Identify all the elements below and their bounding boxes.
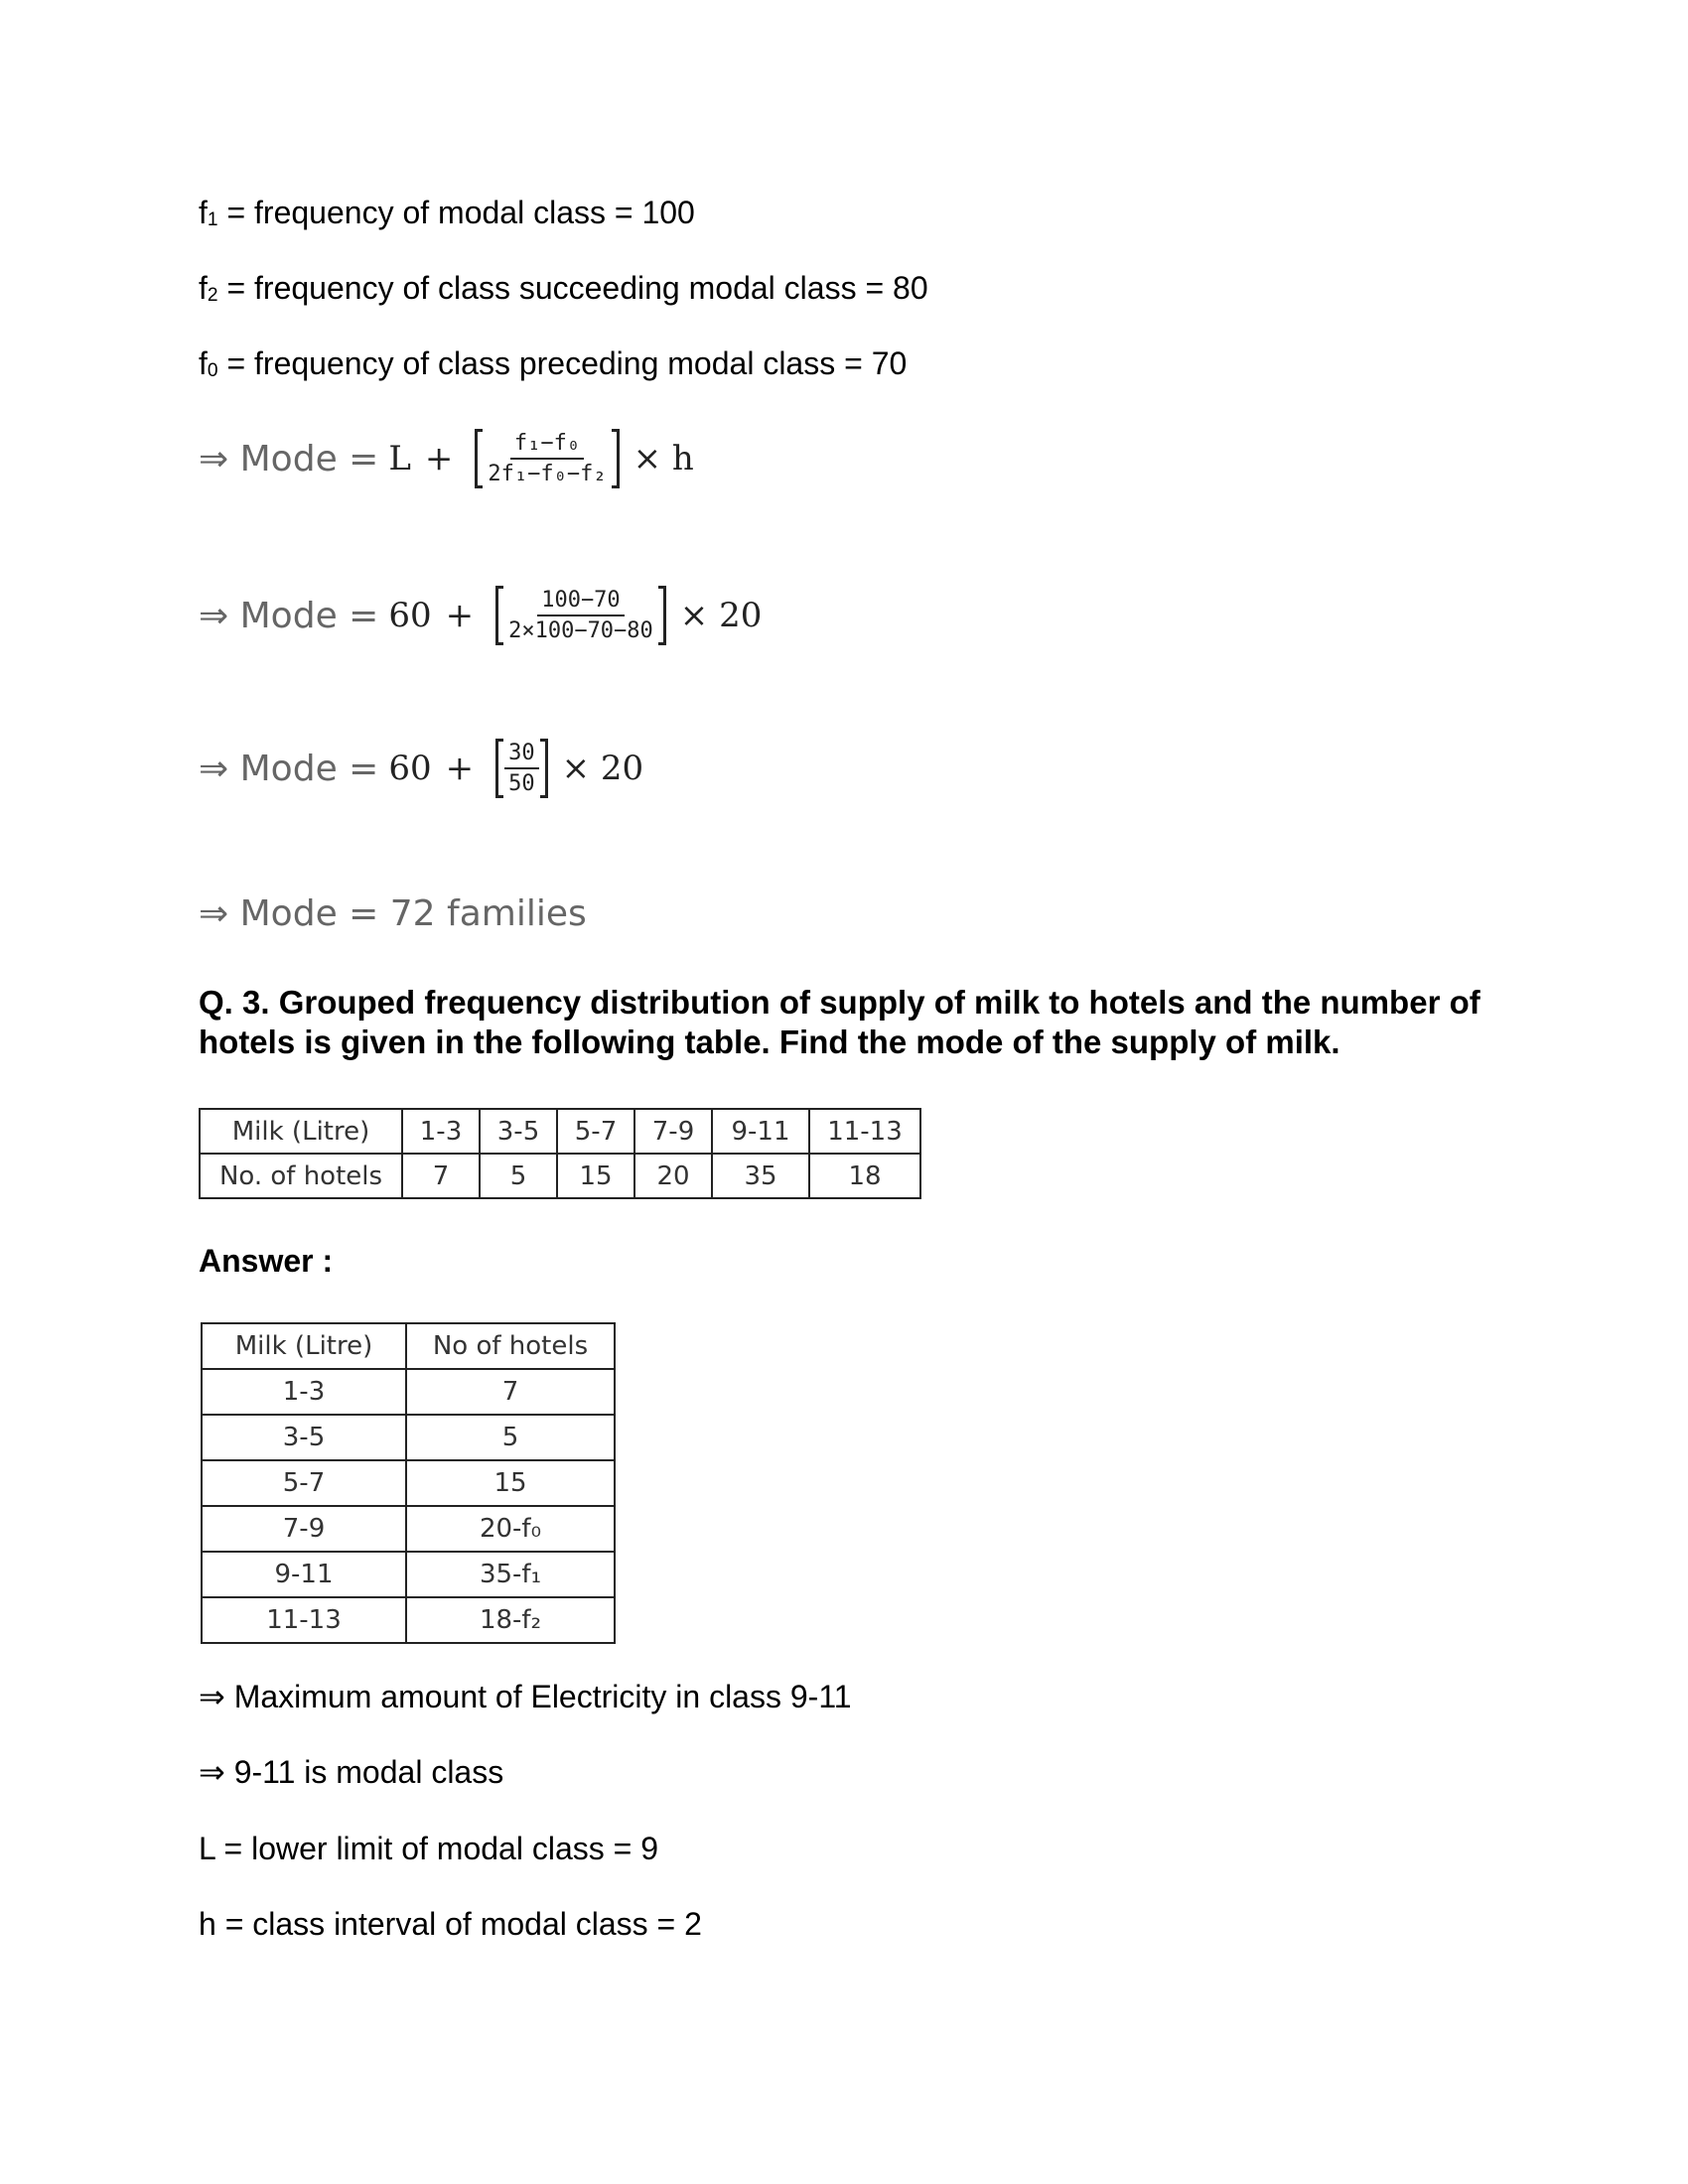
- mode-formula-general: [199, 429, 694, 488]
- mode-formula-substituted: [199, 586, 762, 645]
- lower-limit-value: 60: [388, 749, 432, 788]
- lower-limit-symbol: L: [388, 439, 411, 478]
- modal-class-statement: ⇒ 9-11 is modal class: [199, 1754, 504, 1790]
- table-row: [202, 1506, 615, 1552]
- mode-label: Mode =: [239, 748, 379, 789]
- mode-formula-simplified: [199, 739, 643, 798]
- table-cell: 5-7: [557, 1109, 634, 1154]
- table-cell: 15: [557, 1154, 634, 1198]
- table-cell: 5-7: [202, 1460, 406, 1506]
- table-header-cell: No of hotels: [406, 1323, 615, 1369]
- table-cell: 7: [402, 1154, 480, 1198]
- result-text: Mode = 72 families: [239, 893, 587, 934]
- table-row: [202, 1415, 615, 1460]
- numerator: 30: [504, 739, 539, 769]
- numerator: 100−70: [537, 586, 624, 616]
- table-cell: 1-3: [402, 1109, 480, 1154]
- answer-label: Answer :: [199, 1243, 334, 1279]
- table-cell: 5: [480, 1154, 557, 1198]
- table-row: [200, 1109, 920, 1154]
- table-cell: 9-11: [712, 1109, 809, 1154]
- max-class-statement: ⇒ Maximum amount of Electricity in class 9-11: [199, 1679, 852, 1714]
- table-cell: Milk (Litre): [200, 1109, 402, 1154]
- table-cell: 3-5: [480, 1109, 557, 1154]
- table-row: [202, 1552, 615, 1597]
- question-3: Q. 3. Grouped frequency distribution of supply of milk to hotels and the number of hotels is given in the following table. Find the mode of the supply of milk.: [199, 984, 1480, 1060]
- denominator: 2×100−70−80: [508, 618, 653, 643]
- table-header-row: [202, 1323, 615, 1369]
- table-row: [202, 1597, 615, 1643]
- implies-arrow: ⇒: [199, 748, 229, 789]
- numerator: f₁−f₀: [510, 429, 584, 460]
- table-cell: 7: [406, 1369, 615, 1415]
- plus-sign: +: [424, 439, 454, 478]
- table-cell: 1-3: [202, 1369, 406, 1415]
- implies-arrow: ⇒: [199, 893, 229, 934]
- table-cell: 9-11: [202, 1552, 406, 1597]
- fraction: [475, 429, 619, 488]
- table-cell: 7-9: [634, 1109, 712, 1154]
- mode-label: Mode =: [239, 438, 379, 479]
- milk-supply-table: [199, 1108, 921, 1199]
- plus-sign: +: [445, 596, 475, 635]
- table-cell: 11-13: [202, 1597, 406, 1643]
- denominator: 2f₁−f₀−f₂: [488, 462, 607, 486]
- fraction: [495, 586, 666, 645]
- denominator: 50: [508, 771, 535, 796]
- f2-definition: $f_2$ = frequency of class succeeding modal class = 80: [199, 270, 928, 306]
- mode-result: [199, 893, 587, 934]
- lower-limit-value: 60: [388, 596, 432, 635]
- fraction: [495, 739, 548, 798]
- f1-definition: $f_1$ = frequency of modal class = 100: [199, 195, 695, 230]
- multiplier: × h: [633, 439, 694, 478]
- table-cell: 18: [809, 1154, 920, 1198]
- table-cell: 3-5: [202, 1415, 406, 1460]
- table-cell: 35-f₁: [406, 1552, 615, 1597]
- implies-arrow: ⇒: [199, 595, 229, 636]
- table-cell: 18-f₂: [406, 1597, 615, 1643]
- table-cell: 11-13: [809, 1109, 920, 1154]
- table-cell: 35: [712, 1154, 809, 1198]
- mode-label: Mode =: [239, 595, 379, 636]
- answer-table: [201, 1322, 616, 1644]
- table-row: [202, 1460, 615, 1506]
- table-header-cell: Milk (Litre): [202, 1323, 406, 1369]
- multiplier: × 20: [679, 596, 763, 635]
- plus-sign: +: [445, 749, 475, 788]
- lower-limit-statement: L = lower limit of modal class = 9: [199, 1831, 658, 1866]
- table-cell: 7-9: [202, 1506, 406, 1552]
- table-cell: 5: [406, 1415, 615, 1460]
- implies-arrow: ⇒: [199, 438, 229, 479]
- multiplier: × 20: [561, 749, 644, 788]
- table-cell: 20-f₀: [406, 1506, 615, 1552]
- class-interval-statement: h = class interval of modal class = 2: [199, 1906, 702, 1942]
- table-row: [202, 1369, 615, 1415]
- table-cell: 15: [406, 1460, 615, 1506]
- table-row: [200, 1154, 920, 1198]
- table-cell: 20: [634, 1154, 712, 1198]
- table-cell: No. of hotels: [200, 1154, 402, 1198]
- f0-definition: $f_0$ = frequency of class preceding modal class = 70: [199, 345, 908, 381]
